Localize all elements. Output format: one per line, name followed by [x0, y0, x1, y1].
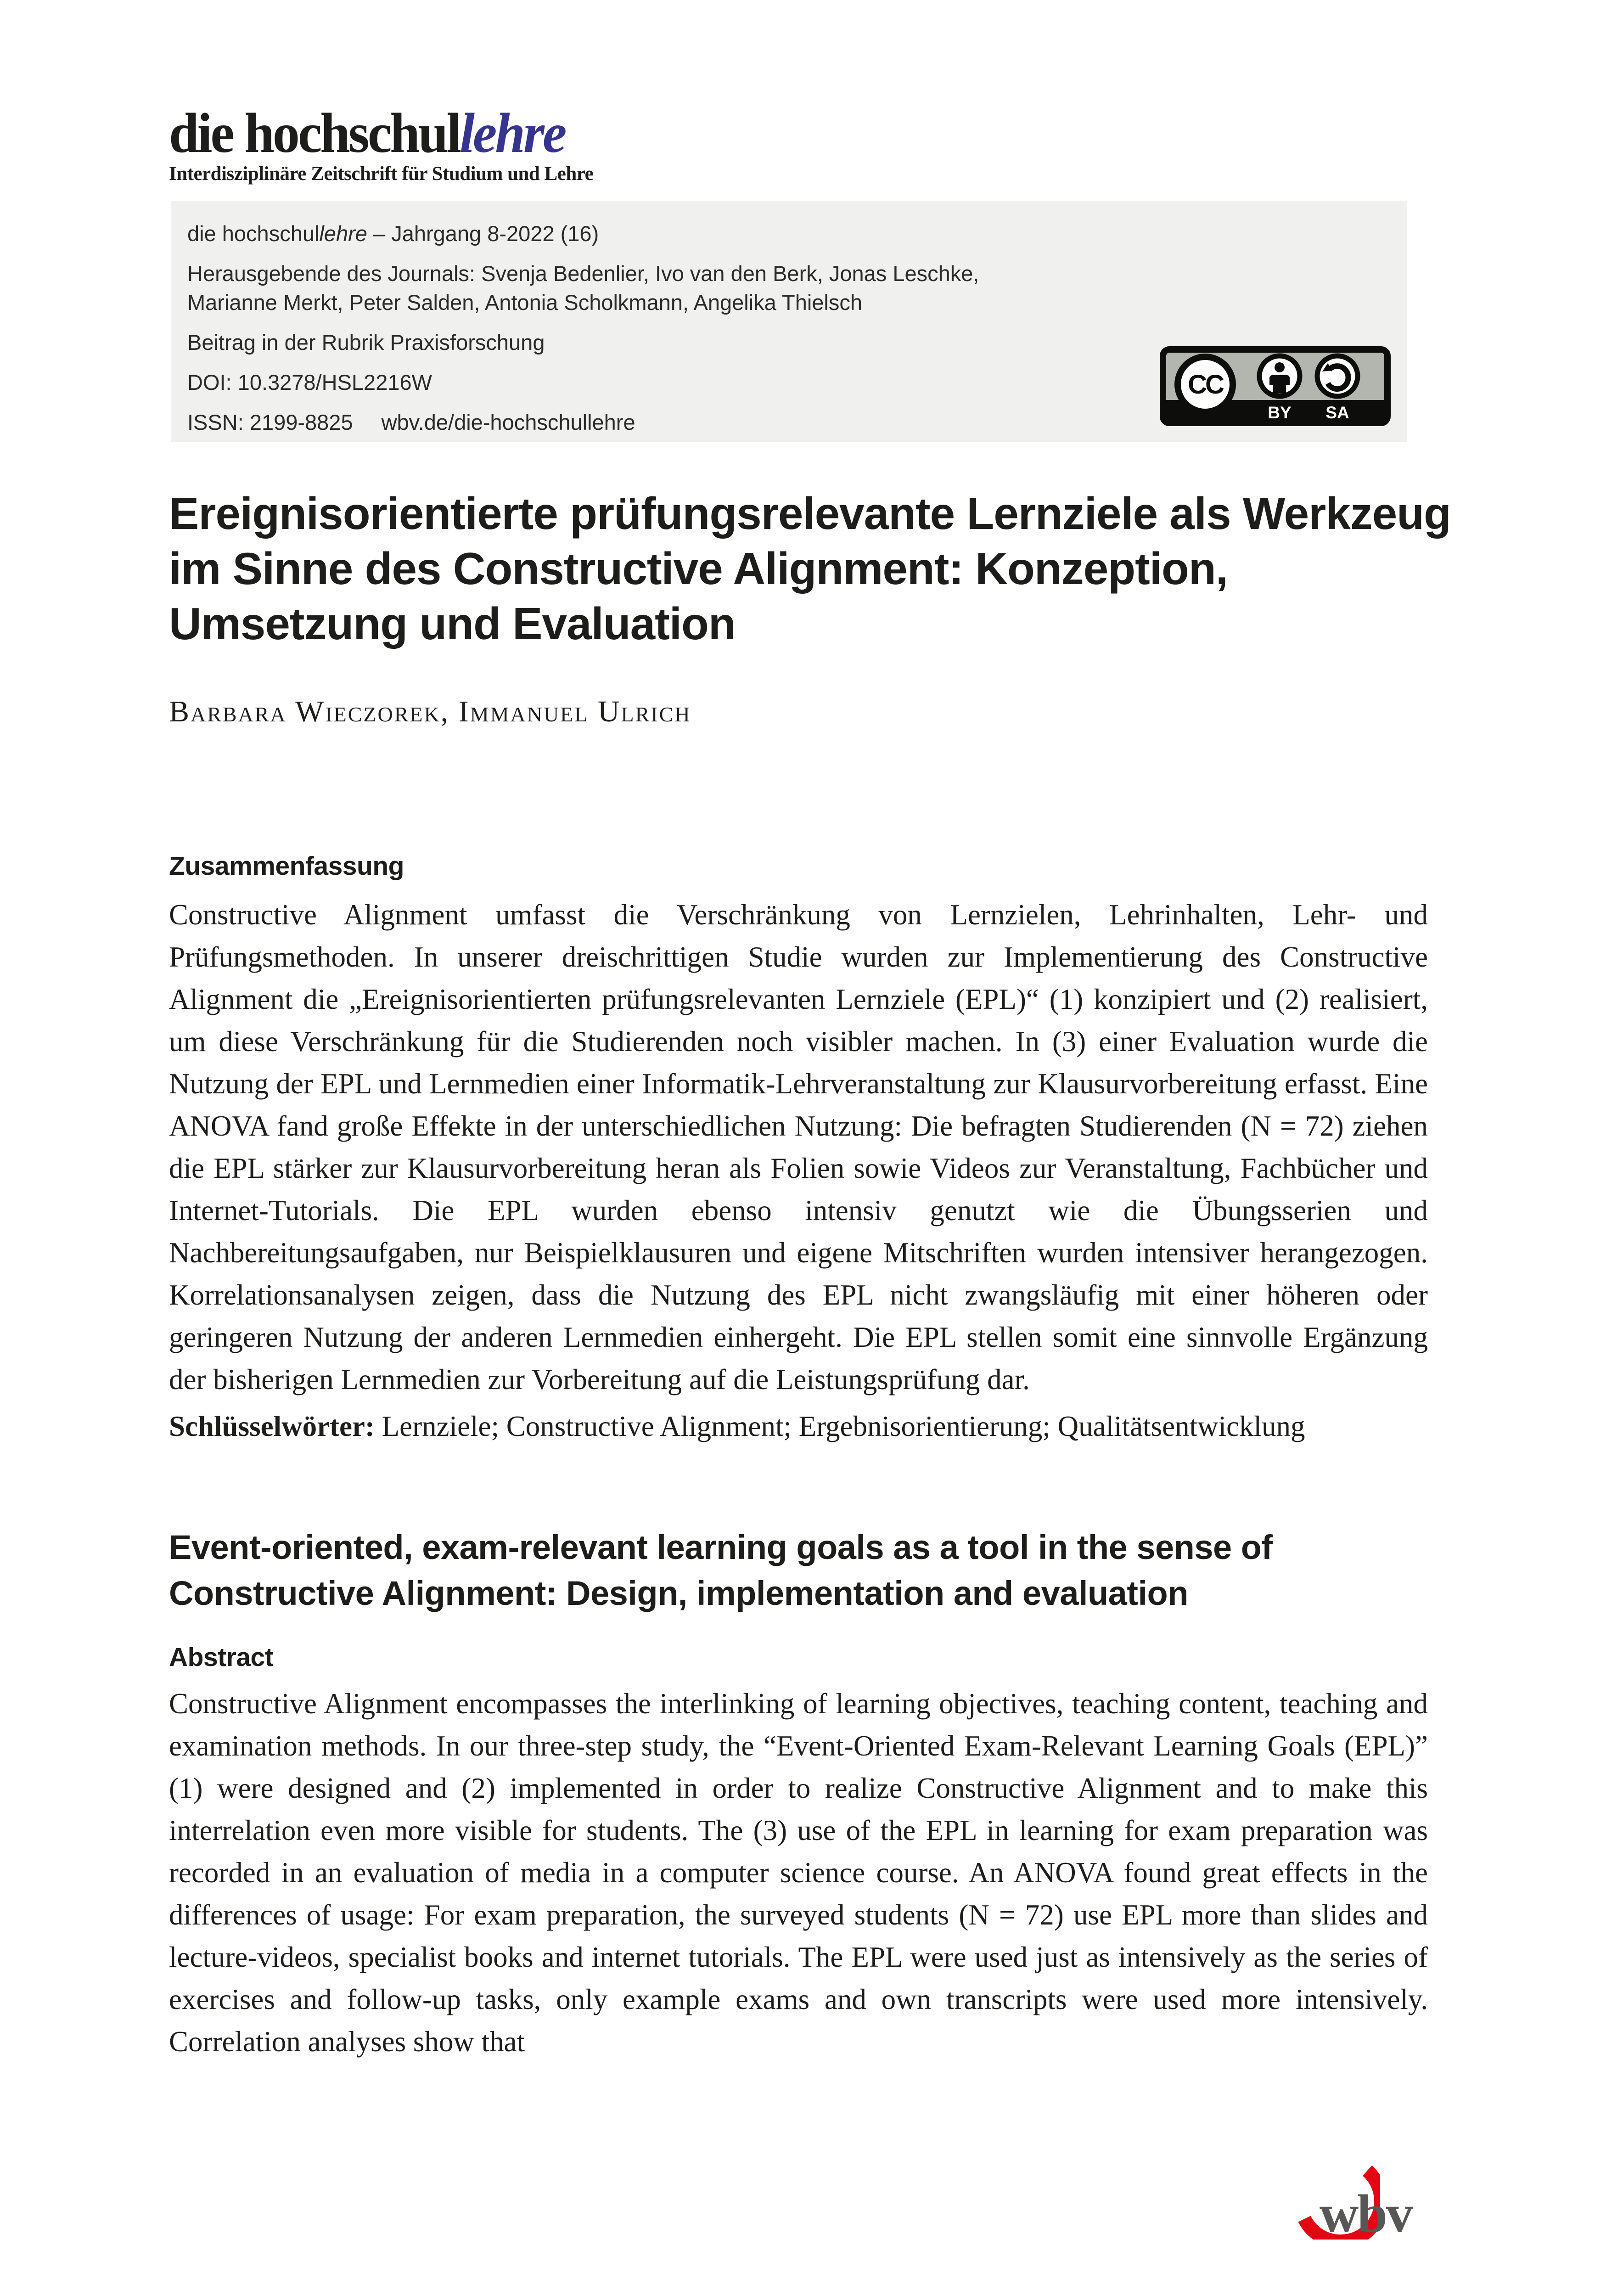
title-en-line-2: Constructive Alignment: Design, implementation and evaluation	[169, 1574, 1188, 1612]
by-person-icon	[1259, 356, 1300, 396]
sa-label: SA	[1325, 403, 1349, 422]
cc-icon	[1178, 357, 1233, 412]
journal-tagline: Interdisziplinäre Zeitschrift für Studium und Lehre	[169, 163, 594, 185]
journal-website-link[interactable]: wbv.de/die-hochschullehre	[381, 410, 635, 434]
issue-line-prefix: die hochschul	[187, 221, 320, 246]
abstract-de-heading: Zusammenfassung	[169, 851, 404, 881]
publication-info-box	[171, 201, 1407, 442]
issue-line-suffix: – Jahrgang 8-2022 (16)	[367, 221, 599, 246]
journal-logo-accent: lehre	[460, 101, 565, 164]
abstract-de-text: Constructive Alignment umfasst die Verschränkung von Lernzielen, Lehrinhalten, Lehr- und Prüfungsmethoden. In unserer dreischrittigen Studie wurden zur Implementierung des Constructive Alignment die „Ereignisorientierten prüfungsrelevanten Lernziele (EPL)“ (1) konzipiert und (2) realisiert, um diese Verschränkung für die Studierenden noch visibler machen. In (3) einer Evaluation wurde die Nutzung der EPL und Lernmedien einer Informatik-Lehrveranstaltung zur Klausurvorbereitung erfasst. Eine ANOVA fand große Effekte in der unterschiedlichen Nutzung: Die befragten Studierenden (N = 72) ziehen die EPL stärker zur Klausurvorbereitung heran als Folien sowie Videos zur Veranstaltung, Fachbücher und Internet-Tutorials. Die EPL wurden ebenso intensiv genutzt wie die Übungsserien und Nachbereitungsaufgaben, nur Beispielklausuren und eigene Mitschriften wurden intensiver herangezogen. Korrelationsanalysen zeigen, dass die Nutzung des EPL nicht zwangsläufig mit einer höheren oder geringeren Nutzung der anderen Lernmedien einhergeht. Die EPL stellen somit eine sinnvolle Ergänzung der bisherigen Lernmedien zur Vorbereitung auf die Leistungsprüfung dar.	[169, 899, 1428, 1396]
wbv-publisher-logo	[1284, 2141, 1417, 2246]
issue-line-italic: lehre	[319, 221, 367, 246]
title-de-line-2: im Sinne des Constructive Alignment: Konzeption,	[169, 543, 1228, 594]
cc-by-sa-license-badge[interactable]	[1159, 346, 1391, 427]
cc-by-sa-icon	[1159, 346, 1391, 427]
sa-arrow-icon	[1317, 356, 1358, 396]
abstract-en-text: Constructive Alignment encompasses the interlinking of learning objectives, teaching content, teaching and examination methods. In our three-step study, the “Event-Oriented Exam-Relevant Learning Goals (EPL)” (1) were designed and (2) implemented in order to realize Constructive Alignment and to make this interrelation even more visible for students. The (3) use of the EPL in learning for exam preparation was recorded in an evaluation of media in a computer science course. An ANOVA found great effects in the differences of usage: For exam preparation, the surveyed students (N = 72) use EPL more than slides and lecture-videos, specialist books and internet tutorials. The EPL were used just as intensively as the series of exercises and follow-up tasks, only example exams and own transcripts were used more intensively. Correlation analyses show that	[169, 1688, 1428, 2058]
editors-line	[187, 259, 1407, 317]
editors-line-2: Marianne Merkt, Peter Salden, Antonia Scholkmann, Angelika Thielsch	[187, 290, 863, 315]
doi-line: DOI: 10.3278/HSL2216W	[187, 370, 432, 394]
keywords-text: Lernziele; Constructive Alignment; Ergebnisorientierung; Qualitätsentwicklung	[374, 1410, 1305, 1442]
masthead	[169, 101, 594, 185]
title-de-line-1: Ereignisorientierte prüfungsrelevante Lernziele als Werkzeug	[169, 488, 1451, 539]
abstract-en-heading: Abstract	[169, 1643, 274, 1672]
journal-logo-black: die hochschul	[169, 101, 460, 164]
wbv-logo-text: wbv	[1320, 2183, 1412, 2244]
title-de-line-3: Umsetzung und Evaluation	[169, 598, 736, 649]
keywords-label: Schlüsselwörter:	[169, 1410, 375, 1442]
authors-line: Barbara Wieczorek, Immanuel Ulrich	[169, 695, 691, 728]
title-en-line-1: Event-oriented, exam-relevant learning goals as a tool in the sense of	[169, 1528, 1273, 1566]
journal-issue-line	[187, 219, 1407, 248]
article-title-de	[169, 486, 1455, 651]
svg-text:CC: CC	[1188, 370, 1223, 400]
journal-logo	[169, 101, 593, 164]
editors-line-1: Herausgebende des Journals: Svenja Bedenlier, Ivo van den Berk, Jonas Leschke,	[187, 261, 979, 286]
keywords-line	[169, 1405, 1428, 1447]
article-title-en	[169, 1525, 1428, 1616]
rubric-line: Beitrag in der Rubrik Praxisforschung	[187, 330, 545, 355]
by-label: BY	[1268, 403, 1292, 422]
issn-number: ISSN: 2199-8825	[187, 410, 353, 434]
